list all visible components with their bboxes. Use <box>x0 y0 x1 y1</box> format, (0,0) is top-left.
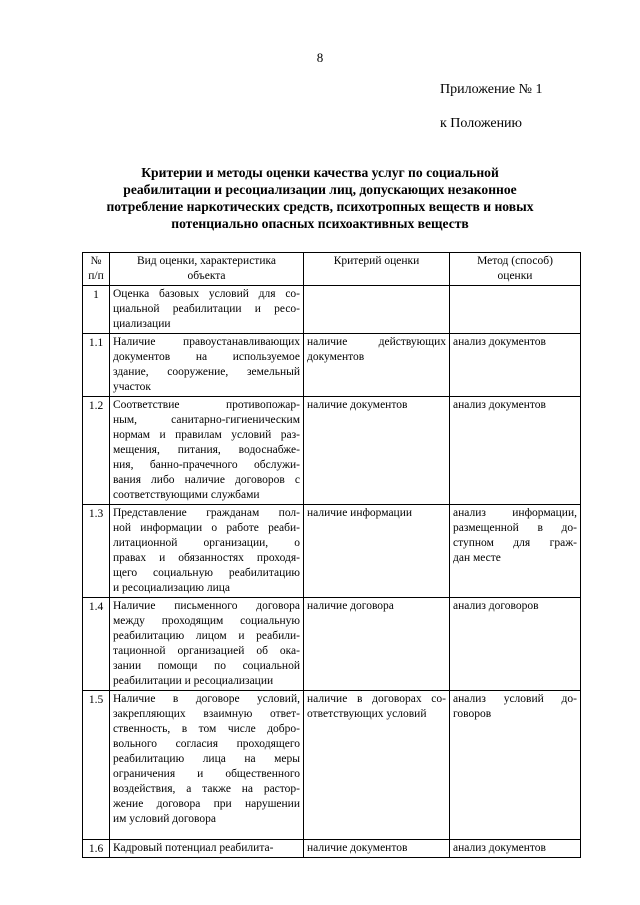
document-title <box>60 164 580 232</box>
row-criterion <box>304 286 450 334</box>
cell-line: щего социальную реабилитацию <box>113 567 300 579</box>
document-title-line: реабилитации и ресоциализации лиц, допускающих незаконное <box>123 182 517 197</box>
document-title-line: Критерии и методы оценки качества услуг по социальной <box>141 165 499 180</box>
cell-line: Соответствие противопожар- <box>113 399 300 411</box>
row-kind <box>110 691 304 840</box>
cell-line: Представление гражданам пол- <box>113 507 300 519</box>
cell-line: соответствующими службами <box>113 489 260 501</box>
row-method <box>450 286 581 334</box>
row-method <box>450 840 581 858</box>
row-criterion <box>304 840 450 858</box>
header-method: Метод (способ) оценки <box>450 253 581 286</box>
cell-line: реабилитацию лица на меры <box>113 753 300 765</box>
cell-line: ственность, в том числе добро- <box>113 723 300 735</box>
cell-line: между проходящим социальную <box>113 615 300 627</box>
cell-line: анализ документов <box>453 842 546 854</box>
row-kind <box>110 286 304 334</box>
cell-line: Наличие в договоре условий, <box>113 693 300 705</box>
cell-line: наличие информации <box>307 507 413 519</box>
cell-line: зании помощи по социальной <box>113 660 300 672</box>
row-method <box>450 598 581 691</box>
header-num: № п/п <box>83 253 110 286</box>
cell-line: Кадровый потенциал реабилита- <box>113 842 274 854</box>
cell-line: говоров <box>453 708 492 720</box>
row-method <box>450 334 581 397</box>
row-criterion <box>304 334 450 397</box>
table-row <box>83 691 581 840</box>
row-kind <box>110 598 304 691</box>
cell-line: воздействия, а также на растор- <box>113 783 300 795</box>
table-row <box>83 840 581 858</box>
row-number: 1.3 <box>83 505 110 598</box>
cell-line: дан месте <box>453 552 501 564</box>
cell-line: ступном для граж- <box>453 537 577 549</box>
row-method <box>450 691 581 840</box>
row-number: 1.1 <box>83 334 110 397</box>
cell-line: ной информации о работе реаби- <box>113 522 300 534</box>
cell-line: анализ документов <box>453 336 546 348</box>
table-row <box>83 397 581 505</box>
cell-line: Наличие правоустанавливающих <box>113 336 300 348</box>
cell-line: ным, санитарно-гигиеническим <box>113 414 300 426</box>
row-kind <box>110 397 304 505</box>
cell-line: правах и обязанностях проходя- <box>113 552 300 564</box>
cell-line: анализ информации, <box>453 507 577 519</box>
row-method <box>450 397 581 505</box>
header-kind: Вид оценки, характеристика объекта <box>110 253 304 286</box>
appendix-title: Приложение № 1 <box>440 82 543 97</box>
cell-line: мещения, питания, водоснабже- <box>113 444 300 456</box>
row-criterion <box>304 397 450 505</box>
table-body <box>83 286 581 858</box>
cell-line: ограничения и общественного <box>113 768 300 780</box>
row-criterion <box>304 598 450 691</box>
document-title-line: потенциально опасных психоактивных веществ <box>171 216 469 231</box>
cell-line: размещенной в до- <box>453 522 577 534</box>
cell-line: участок <box>113 381 151 393</box>
row-kind <box>110 334 304 397</box>
cell-line: наличие документов <box>307 842 408 854</box>
row-number: 1.5 <box>83 691 110 840</box>
table-row <box>83 286 581 334</box>
page-number: 8 <box>316 50 324 65</box>
cell-line: наличие в договорах со- <box>307 693 446 705</box>
cell-line: здание, сооружение, земельный <box>113 366 300 378</box>
row-kind <box>110 505 304 598</box>
cell-line: нормам и правилам условий раз- <box>113 429 300 441</box>
cell-line: анализ документов <box>453 399 546 411</box>
cell-line: анализ условий до- <box>453 693 577 705</box>
cell-line: тационной организацией об ока- <box>113 645 300 657</box>
row-criterion <box>304 505 450 598</box>
cell-line: документов на используемое <box>113 351 300 363</box>
row-criterion <box>304 691 450 840</box>
row-number: 1.6 <box>83 840 110 858</box>
row-kind <box>110 840 304 858</box>
table-row <box>83 598 581 691</box>
row-number: 1.2 <box>83 397 110 505</box>
table-header-row <box>83 253 581 286</box>
cell-line: наличие документов <box>307 399 408 411</box>
cell-line: циальной реабилитации и ресо- <box>113 303 300 315</box>
cell-line: жение договора при нарушении <box>113 798 300 810</box>
appendix-reference: к Положению <box>440 116 523 131</box>
criteria-table <box>82 252 581 858</box>
cell-line: Оценка базовых условий для со- <box>113 288 300 300</box>
cell-line: вания либо наличие договоров с <box>113 474 300 486</box>
cell-line: документов <box>307 351 365 363</box>
cell-line: и ресоциализацию лица <box>113 582 231 594</box>
cell-line: наличие договора <box>307 600 394 612</box>
cell-line: ответствующих условий <box>307 708 427 720</box>
cell-line: реабилитацию лицом и реабили- <box>113 630 300 642</box>
cell-line: Наличие письменного договора <box>113 600 300 612</box>
cell-line: циализации <box>113 318 171 330</box>
header-criterion: Критерий оценки <box>304 253 450 286</box>
row-number: 1.4 <box>83 598 110 691</box>
row-method <box>450 505 581 598</box>
cell-line: ния, банно-прачечного обслужи- <box>113 459 300 471</box>
table-row <box>83 334 581 397</box>
cell-line: им условий договора <box>113 813 217 825</box>
document-title-line: потребление наркотических средств, психотропных веществ и новых <box>106 199 534 214</box>
cell-line: анализ договоров <box>453 600 539 612</box>
cell-line: наличие действующих <box>307 336 446 348</box>
cell-line: вольного согласия проходящего <box>113 738 300 750</box>
cell-line: реабилитации и ресоциализации <box>113 675 274 687</box>
cell-line: литационной организации, о <box>113 537 300 549</box>
cell-line: закрепляющих взаимную ответ- <box>113 708 300 720</box>
row-number: 1 <box>83 286 110 334</box>
table-row <box>83 505 581 598</box>
